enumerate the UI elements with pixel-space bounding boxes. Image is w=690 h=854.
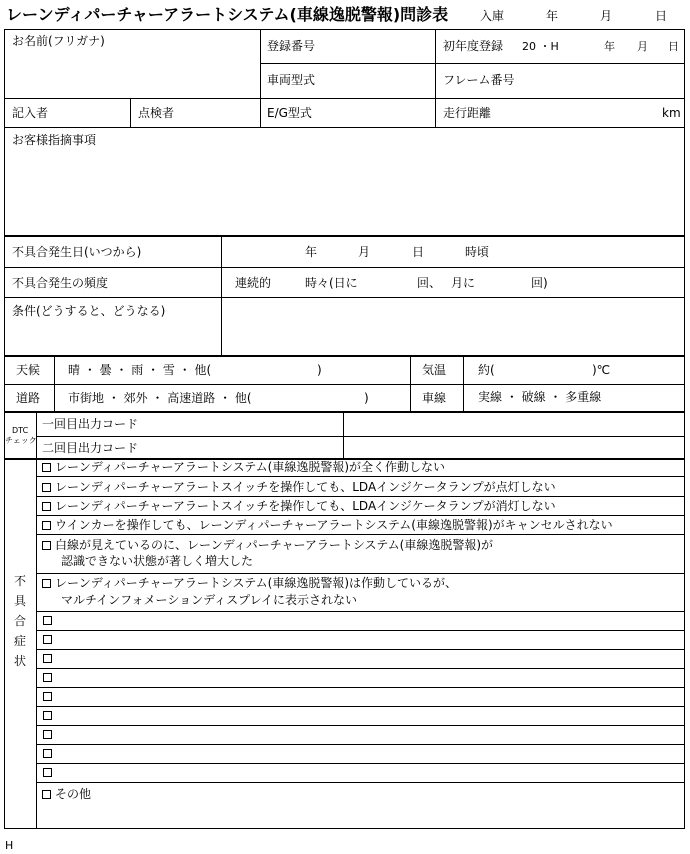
occurrence-time: 時頃	[465, 245, 490, 259]
inspector-label: 点検者	[138, 106, 175, 120]
symptom-other-checkbox[interactable]	[42, 790, 51, 799]
symptom-item-continuation: 認識できない状態が著しく増大した	[61, 554, 254, 568]
temperature-value: 約(	[478, 363, 495, 377]
weather-close: )	[317, 363, 322, 377]
road-close: )	[364, 391, 369, 405]
first-registration-month: 月	[637, 40, 648, 53]
symptom-checkbox[interactable]	[42, 579, 51, 588]
symptom-item: レーンディパーチャーアラートシステム(車線逸脱警報)が全く作動しない	[42, 461, 445, 473]
dtc-first-code-label: 一回目出力コード	[42, 417, 139, 431]
frequency-continuous: 連続的	[235, 276, 272, 290]
occurrence-day: 日	[412, 245, 425, 259]
frequency-label: 不具合発生の頻度	[12, 276, 109, 290]
blank-symptom-checkbox[interactable]	[43, 616, 52, 625]
first-registration-label: 初年度登録	[443, 39, 504, 53]
symptom-item: レーンディパーチャーアラートスイッチを操作しても、LDAインジケータランプが消灯しない	[42, 500, 556, 512]
frequency-sometimes: 時々(日に	[305, 276, 358, 290]
first-registration-year: 年	[604, 40, 615, 53]
road-options: 市街地 ・ 郊外 ・ 高速道路 ・ 他(	[68, 391, 252, 405]
symptom-checkbox[interactable]	[42, 541, 51, 550]
entry-label: 入庫	[480, 9, 505, 23]
mileage-unit: km	[662, 106, 681, 120]
symptom-checkbox[interactable]	[42, 463, 51, 472]
symptom-other-item: その他	[42, 788, 91, 800]
symptom-side-label-5: 状	[14, 654, 27, 668]
page-title: レーンディパーチャーアラートシステム(車線逸脱警報)問診表	[6, 5, 449, 24]
blank-symptom-checkbox[interactable]	[43, 692, 52, 701]
registration-number-label: 登録番号	[267, 39, 316, 53]
blank-symptom-checkbox[interactable]	[43, 749, 52, 758]
vehicle-model-label: 車両型式	[267, 73, 316, 87]
symptom-side-label-3: 合	[14, 614, 27, 628]
lane-options: 実線 ・ 破線 ・ 多重線	[478, 390, 602, 404]
symptom-item: レーンディパーチャーアラートシステム(車線逸脱警報)は作動しているが、	[42, 577, 457, 589]
blank-symptom-checkbox[interactable]	[43, 635, 52, 644]
dtc-label: DTC	[12, 426, 29, 435]
weather-label: 天候	[16, 363, 41, 377]
frequency-month: 月に	[451, 276, 476, 290]
dtc-check-label: チェック	[5, 436, 37, 445]
entry-year-label: 年	[546, 9, 559, 23]
symptom-checkbox[interactable]	[42, 483, 51, 492]
frame-number-label: フレーム番号	[443, 73, 515, 87]
customer-notes-label: お客様指摘事項	[12, 133, 97, 147]
occurrence-date-label: 不具合発生日(いつから)	[12, 245, 142, 259]
blank-symptom-checkbox[interactable]	[43, 711, 52, 720]
symptom-checkbox[interactable]	[42, 502, 51, 511]
temperature-label: 気温	[422, 363, 447, 377]
symptom-checkbox[interactable]	[42, 521, 51, 530]
footer-mark: H	[5, 839, 14, 852]
blank-symptom-checkbox[interactable]	[43, 730, 52, 739]
symptom-item: レーンディパーチャーアラートスイッチを操作しても、LDAインジケータランプが点灯しない	[42, 481, 556, 493]
symptom-item-continuation: マルチインフォメーションディスプレイに表示されない	[61, 593, 358, 607]
symptom-side-label-2: 具	[14, 594, 27, 608]
weather-options: 晴 ・ 曇 ・ 雨 ・ 雪 ・ 他(	[68, 363, 212, 377]
vehicle-info-table	[4, 29, 685, 236]
symptom-side-label-1: 不	[14, 574, 27, 588]
symptom-item: 白線が見えているのに、レーンディパーチャーアラートシステム(車線逸脱警報)が	[42, 539, 493, 551]
occurrence-month: 月	[358, 245, 371, 259]
frequency-times: 回、	[417, 276, 442, 290]
customer-name-label: お名前(フリガナ)	[12, 34, 105, 48]
road-label: 道路	[16, 391, 41, 405]
temperature-unit: )℃	[592, 363, 611, 377]
frequency-times-close: 回)	[531, 276, 548, 290]
first-registration-day: 日	[668, 40, 679, 53]
condition-label: 条件(どうすると、どうなる)	[12, 304, 166, 318]
entry-month-label: 月	[600, 9, 613, 23]
blank-symptom-checkbox[interactable]	[43, 654, 52, 663]
occurrence-year: 年	[305, 245, 318, 259]
blank-symptom-checkbox[interactable]	[43, 768, 52, 777]
symptom-side-label-4: 症	[14, 634, 27, 648]
first-registration-era: 20 ・H	[522, 40, 559, 53]
mileage-label: 走行距離	[443, 106, 492, 120]
writer-label: 記入者	[12, 106, 49, 120]
engine-model-label: E/G型式	[267, 106, 312, 120]
symptom-item: ウインカーを操作しても、レーンディパーチャーアラートシステム(車線逸脱警報)がキャンセルされない	[42, 519, 613, 531]
blank-symptom-checkbox[interactable]	[43, 673, 52, 682]
lane-label: 車線	[422, 391, 447, 405]
entry-day-label: 日	[655, 9, 668, 23]
dtc-second-code-label: 二回目出力コード	[42, 441, 139, 455]
